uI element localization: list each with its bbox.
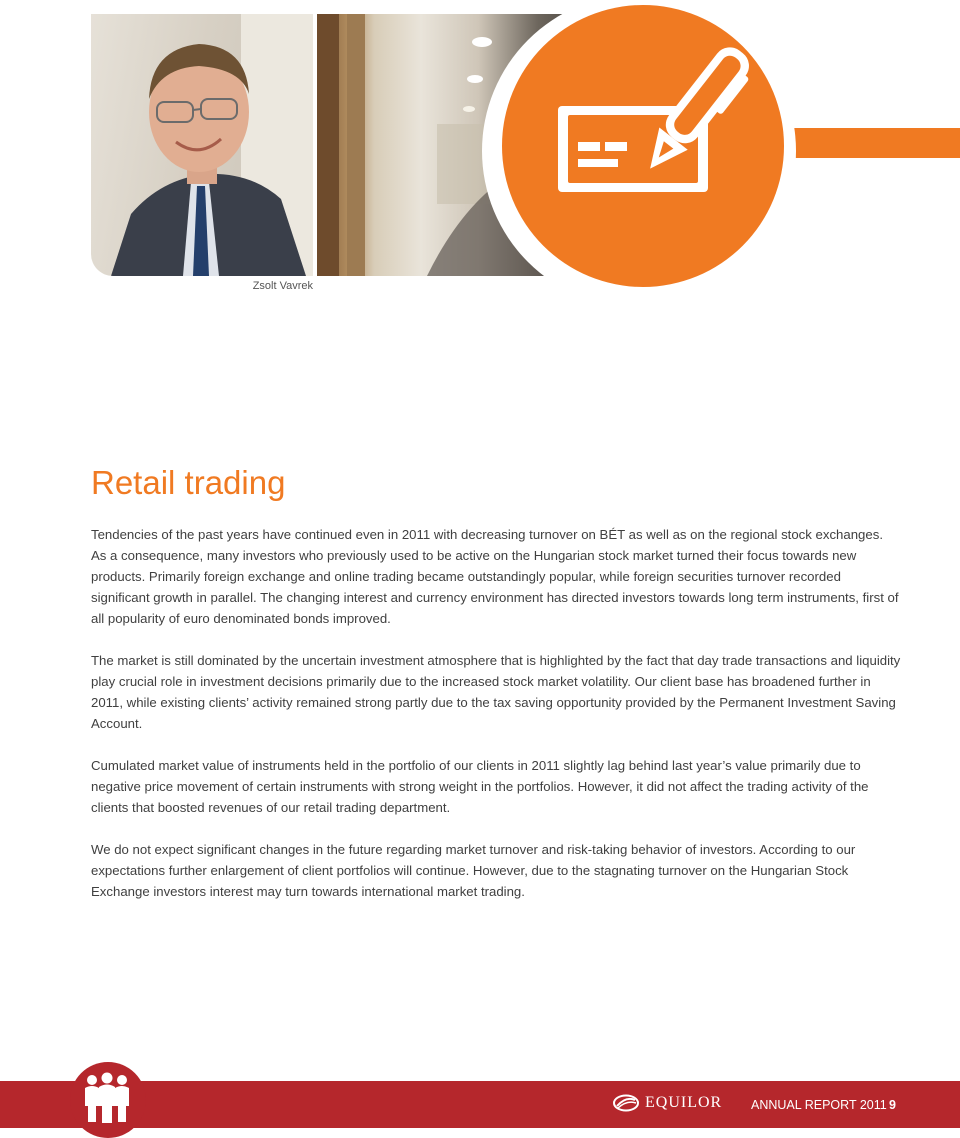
photo-caption: Zsolt Vavrek xyxy=(252,280,313,292)
section-icon-circle xyxy=(502,5,784,287)
portrait-photo xyxy=(91,14,313,276)
people-group-icon xyxy=(83,1072,131,1129)
page-number: 9 xyxy=(889,1098,896,1112)
paragraph: The market is still dominated by the uncertain investment atmosphere that is highlighted by the fact that day trade transactions and liquidity play crucial role in investment decisions primarily due to the increased stock market volatility. Our client base has broadened further in 2011, while existing clients’ activity remained strong partly due to the tax saving opportunity provided by the Permanent Investment Saving Account. xyxy=(91,653,901,731)
equilor-logo-text: EQUILOR xyxy=(645,1094,723,1111)
equilor-logo xyxy=(613,1094,722,1112)
equilor-logo-icon xyxy=(613,1094,639,1112)
article-body xyxy=(91,524,901,923)
report-label: ANNUAL REPORT 2011 xyxy=(751,1098,887,1112)
paragraph: Tendencies of the past years have continued even in 2011 with decreasing turnover on BÉT as well as on the regional stock exchanges. As a consequence, many investors who previously used to be active on the Hungarian stock market turned their focus towards new products. Primarily foreign exchange and online trading became outstandingly popular, while foreign securities turnover recorded significant growth in parallel. The changing interest and currency environment has directed investors towards long term instruments, first of all popularity of euro denominated bonds improved. xyxy=(91,527,899,626)
card-and-pen-icon xyxy=(502,5,784,287)
paragraph: Cumulated market value of instruments held in the portfolio of our clients in 2011 slightly lag behind last year’s value primarily due to negative price movement of certain instruments with strong weight in the portfolios. However, it did not affect the trading activity of the clients that boosted revenues of our retail trading department. xyxy=(91,758,869,815)
paragraph: We do not expect significant changes in the future regarding market turnover and risk-taking behavior of investors. According to our expectations further enlargement of client portfolios will continue. However, due to the stagnating turnover on the Hungarian Stock Exchange investors interest may turn towards international market trading. xyxy=(91,842,856,899)
section-title: Retail trading xyxy=(91,464,286,501)
